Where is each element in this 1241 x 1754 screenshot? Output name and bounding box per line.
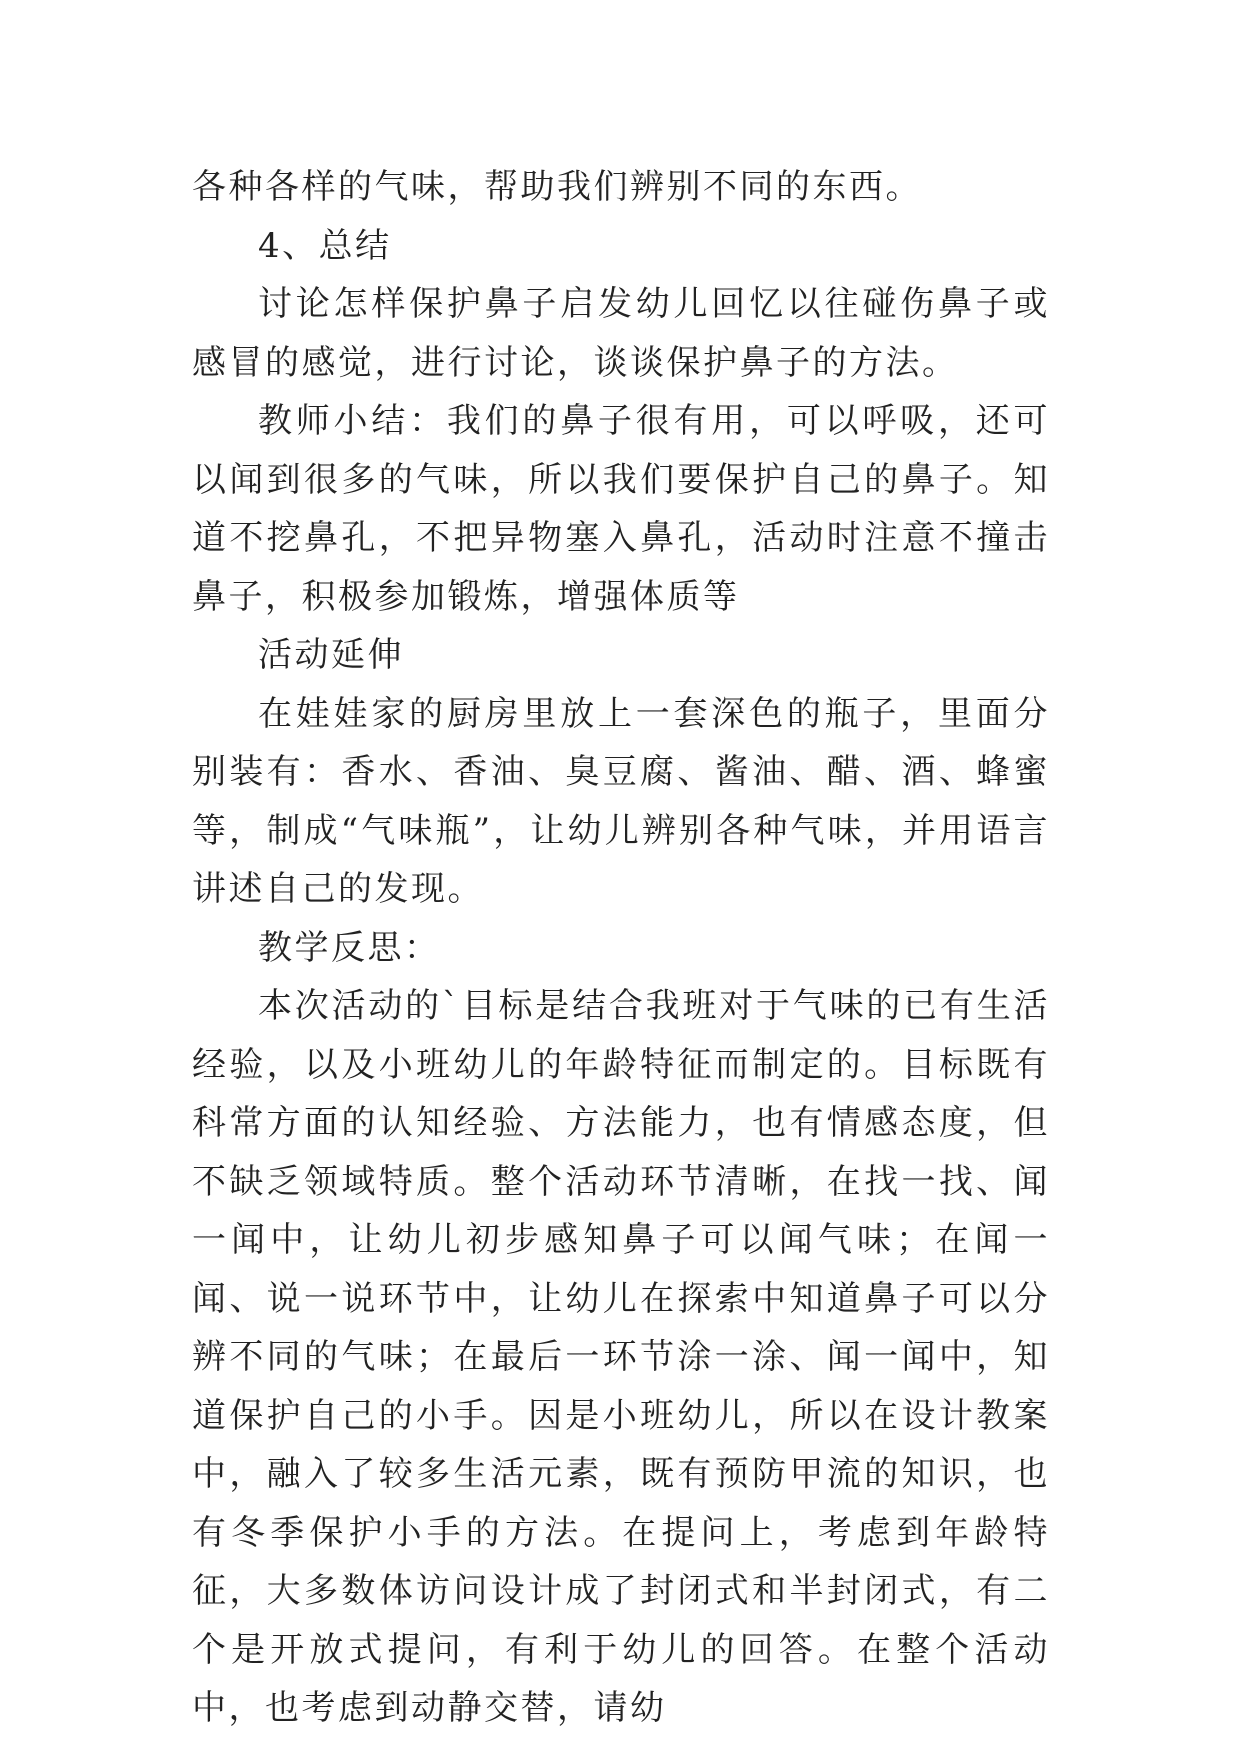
- paragraph-discussion: 讨论怎样保护鼻子启发幼儿回忆以往碰伤鼻子或感冒的感觉，进行讨论，谈谈保护鼻子的方法。: [192, 284, 1050, 383]
- section-heading-extension: 活动延伸: [258, 635, 404, 675]
- paragraph-reflection: 本次活动的`目标是结合我班对于气味的已有生活经验，以及小班幼儿的年龄特征而制定的。目标既有科常方面的认知经验、方法能力，也有情感态度，但不缺乏领域特质。整个活动环节清晰，在找一找、闻一闻中，让幼儿初步感知鼻子可以闻气味；在闻一闻、说一说环节中，让幼儿在探索中知道鼻子可以分辨不同的气味；在最后一环节涂一涂、闻一闻中，知道保护自己的小手。因是小班幼儿，所以在设计教案中，融入了较多生活元素，既有预防甲流的知识，也有冬季保护小手的方法。在提问上，考虑到年龄特征，大多数体访问设计成了封闭式和半封闭式，有二个是开放式提问，有利于幼儿的回答。在整个活动中，也考虑到动静交替，请幼: [192, 986, 1050, 1728]
- paragraph-continuation: 各种各样的气味，帮助我们辨别不同的东西。: [192, 167, 922, 207]
- section-heading-reflection: 教学反思：: [258, 927, 441, 968]
- body-text: [192, 158, 1050, 1738]
- paragraph-teacher-summary: 教师小结：我们的鼻子很有用，可以呼吸，还可以闻到很多的气味，所以我们要保护自己的鼻子。知道不挖鼻孔，不把异物塞入鼻孔，活动时注意不撞击鼻子，积极参加锻炼，增强体质等: [192, 401, 1050, 617]
- paragraph-extension: 在娃娃家的厨房里放上一套深色的瓶子，里面分别装有：香水、香油、臭豆腐、酱油、醋、酒、蜂蜜等，制成“气味瓶”，让幼儿辨别各种气味，并用语言讲述自己的发现。: [192, 693, 1050, 909]
- section-heading-summary: 4、总结: [258, 225, 392, 266]
